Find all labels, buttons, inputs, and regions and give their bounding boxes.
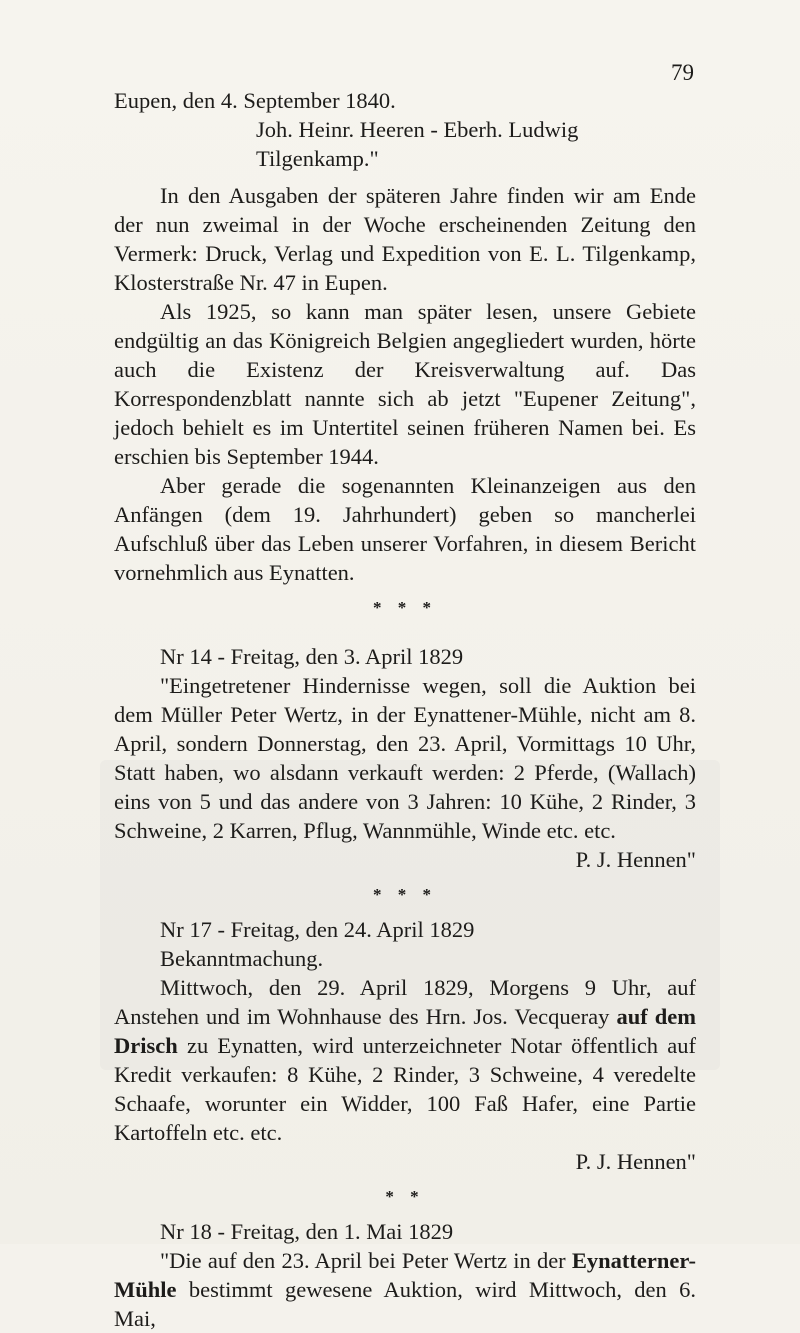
entry-2-signature: P. J. Hennen" — [575, 1149, 696, 1174]
paragraph-1: In den Ausgaben der späteren Jahre finden wir am Ende der nun zweimal in der Woche erscheinenden Zeitung den Vermerk: Druck, Verlag und Expedition von E. L. Tilgenkamp, Klosterstraße Nr. 47 in Eupen. — [114, 183, 696, 295]
entry-2-heading: Nr 17 - Freitag, den 24. April 1829 — [160, 917, 475, 942]
separator-3: * * — [385, 1187, 425, 1206]
entry-1-text: "Eingetretener Hindernisse wegen, soll die Auktion bei dem Müller Peter Wertz, in der Eynattener-Mühle, nicht am 8. April, sondern Donnerstag, den 23. April, Vormittags 10 Uhr, Statt haben, wo alsdann verkauft werden: 2 Pferde, (Wallach) eins von 5 und das andere von 3 Jahren: 10 Kühe, 2 Rinder, 3 Schweine, 2 Karren, Pflug, Wannmühle, Winde etc. etc. — [114, 673, 696, 843]
entry-3-heading: Nr 18 - Freitag, den 1. Mai 1829 — [160, 1219, 454, 1244]
separator-2: * * * — [373, 885, 437, 904]
paragraph-3: Aber gerade die sogenannten Kleinanzeigen aus den Anfängen (dem 19. Jahrhundert) geben so mancherlei Aufschluß über das Leben unserer Vorfahren, in diesem Bericht vornehmlich aus Eynatten. — [114, 473, 696, 585]
entry-2-title: Bekanntmachung. — [160, 946, 324, 971]
page-number: 79 — [671, 60, 694, 85]
entry-3-text — [114, 1246, 696, 1333]
entry-3-text-bold: Eynatterner-Mühle — [114, 1248, 696, 1302]
entry-3-text-before: "Die auf den 23. April bei Peter Wertz in der — [160, 1248, 572, 1273]
paragraph-2: Als 1925, so kann man später lesen, unsere Gebiete endgültig an das Königreich Belgien angegliedert wurden, hörte auch die Existenz der Kreisverwaltung auf. Das Korrespondenzblatt nannte sich ab jetzt "Eupener Zeitung", jedoch behielt es im Untertitel seinen früheren Namen bei. Es erschien bis September 1944. — [114, 299, 696, 469]
entry-1-heading: Nr 14 - Freitag, den 3. April 1829 — [160, 644, 464, 669]
entry-3-text-after: bestimmt gewesene Auktion, wird Mittwoch, den 6. Mai, — [114, 1277, 696, 1331]
entry-2-text-bold: auf dem Drisch — [114, 1004, 697, 1058]
separator-1: * * * — [373, 598, 437, 617]
signatures-line: Joh. Heinr. Heeren - Eberh. Ludwig Tilgenkamp." — [256, 117, 579, 171]
entry-2-text — [114, 973, 696, 1147]
entry-1-signature: P. J. Hennen" — [575, 847, 696, 872]
entry-2-text-after: zu Eynatten, wird unterzeichneter Notar öffentlich auf Kredit verkaufen: 8 Kühe, 2 Rinder, 3 Schweine, 4 veredelte Schaafe, worunter ein Widder, 100 Faß Hafer, eine Partie Kartoffeln etc. etc. — [114, 1033, 696, 1145]
place-date-line: Eupen, den 4. September 1840. — [114, 88, 396, 113]
entry-2-text-before: Mittwoch, den 29. April 1829, Morgens 9 Uhr, auf Anstehen und im Wohnhause des Hrn. Jos. Vecqueray — [114, 975, 696, 1029]
body-text — [114, 86, 696, 1333]
